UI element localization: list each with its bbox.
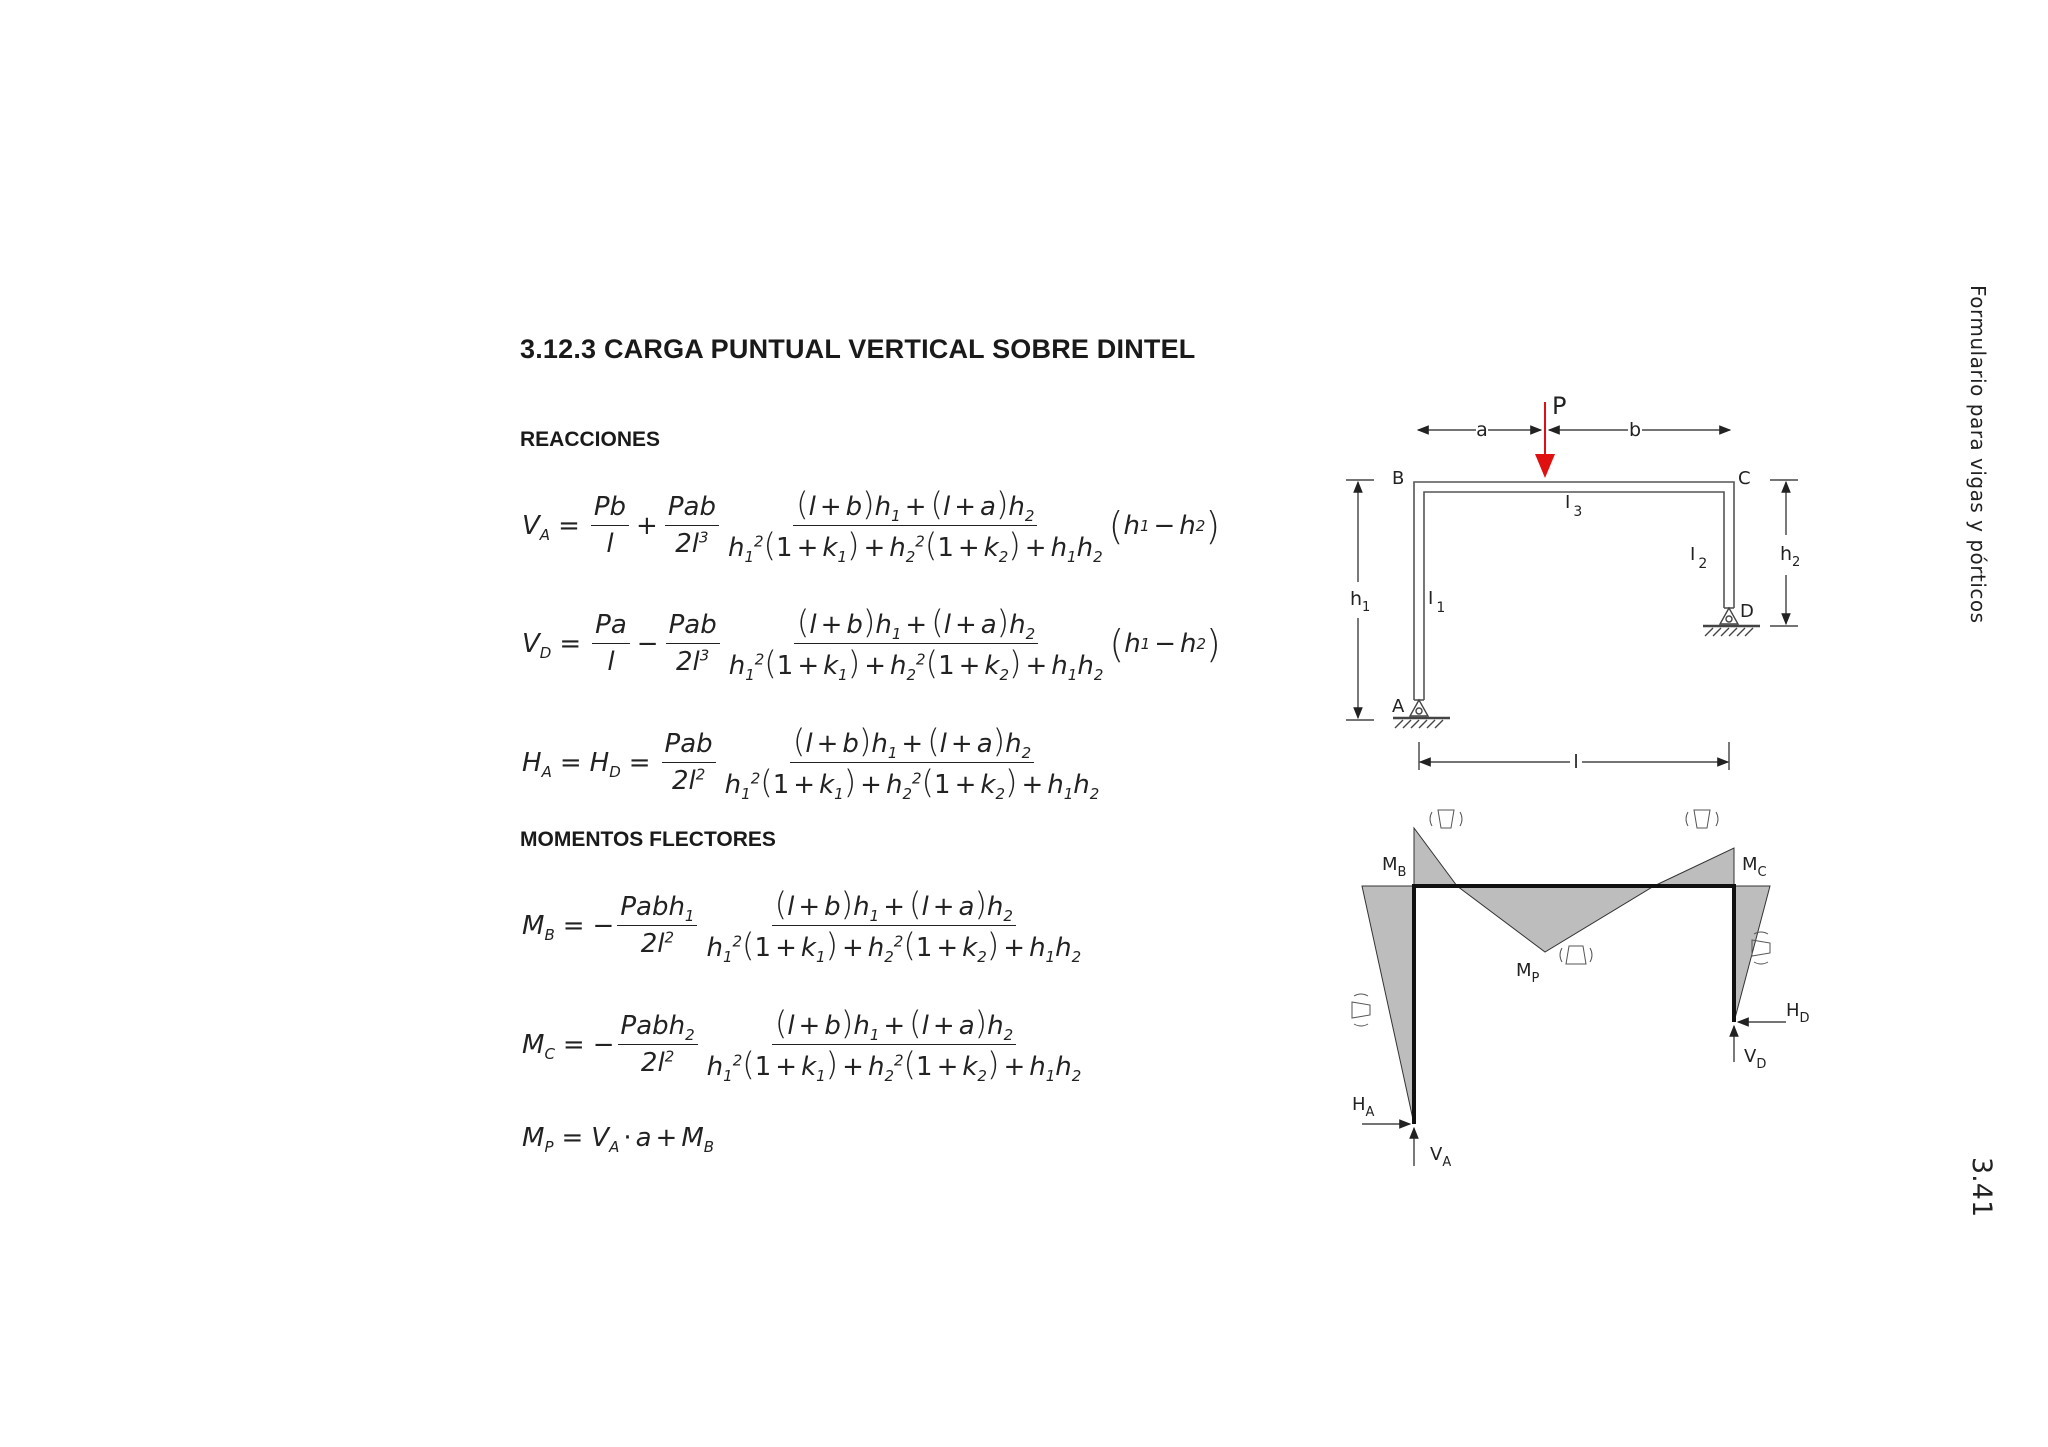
node-d-label: D: [1740, 601, 1754, 622]
moment-diagram: [1300, 800, 1810, 1180]
frame-diagram: [1320, 380, 1801, 800]
inertia-left-label: I $_1$: [1428, 588, 1446, 616]
reactions-heading: REACCIONES: [520, 428, 661, 451]
page-number: 3.41: [1966, 1157, 1997, 1218]
formula-mc: $M_C$ = − $\frac{Pabh_2}{2l^2}$ $\frac{(l + b)h_1 + (l + a)h_2}{h_1^2(1 + k_1) + h_2^2(1 + k_2) + h_1h_2}$: [522, 1004, 1082, 1086]
dim-l-label: l: [1573, 751, 1579, 773]
formula-ha-hd: $H_A$ = $H_D$ = $\frac{\text{Pab}}{2l^2}$ $\frac{(l + b)h_1 + (l + a)h_2}{h_1^2(1 + k_1) + h_2^2(1 + k_2) + h_1h_2}$: [522, 722, 1100, 804]
mb-label: $M_B$: [1382, 854, 1407, 880]
moment-area-beam-left: [1414, 828, 1457, 886]
node-b-label: B: [1392, 468, 1405, 489]
inertia-beam-label: I $_3$: [1565, 492, 1583, 520]
load-label: P: [1552, 392, 1567, 420]
hd-label: $H_D$: [1786, 1000, 1810, 1026]
mp-label: $M_P$: [1516, 960, 1540, 986]
formula-va: $V_A$ = $\frac{Pb}{l}$ + $\frac{\text{Pab}}{2l^3}$ $\frac{(l + b)h_1 + (l + a)h_2}{h_1^2(1 + k_1) + h_2^2(1 + k_2) + h_1h_2}$ ( h 1 − h 2 ): [522, 485, 1221, 567]
moment-area-beam-mid: [1457, 886, 1654, 952]
bending-symbol-b-icon: [1430, 810, 1462, 828]
dim-b-label: b: [1628, 419, 1642, 441]
bending-symbol-c-icon: [1686, 810, 1718, 828]
va-label: $V_A$: [1430, 1144, 1452, 1170]
node-c-label: C: [1738, 468, 1751, 489]
node-a-label: A: [1392, 696, 1405, 717]
dim-h2-label: $h_2$: [1780, 543, 1801, 570]
formula-mb: $M_B$ = − $\frac{Pabh_1}{2l^2}$ $\frac{(l + b)h_1 + (l + a)h_2}{h_1^2(1 + k_1) + h_2^2(1 + k_2) + h_1h_2}$: [522, 885, 1082, 967]
vd-label: $V_D$: [1744, 1046, 1767, 1072]
formula-vd: $V_D$ = $\frac{Pa}{l}$ − $\frac{\text{Pab}}{2l^3}$ $\frac{(l + b)h_1 + (l + a)h_2}{h_1^2(1 + k_1) + h_2^2(1 + k_2) + h_1h_2}$ ( h 1 − h 2 ): [522, 603, 1221, 685]
dim-a-label: a: [1476, 419, 1488, 441]
book-title: Formulario para vigas y pórticos: [1966, 285, 1990, 624]
moments-heading: MOMENTOS FLECTORES: [520, 828, 776, 851]
bending-symbol-p-icon: [1560, 946, 1592, 964]
bending-symbol-left-column-icon: [1352, 994, 1370, 1026]
inertia-right-label: I $_2$: [1690, 544, 1708, 572]
formula-mp: $M_P$ = $V_A$ · a + $M_B$: [522, 1123, 715, 1157]
moment-area-beam-right: [1654, 848, 1734, 886]
section-title: 3.12.3 CARGA PUNTUAL VERTICAL SOBRE DINTEL: [520, 334, 1196, 364]
dim-h1-label: $h_1$: [1350, 588, 1371, 615]
ha-label: $H_A$: [1352, 1094, 1375, 1120]
mc-label: $M_C$: [1742, 854, 1767, 880]
